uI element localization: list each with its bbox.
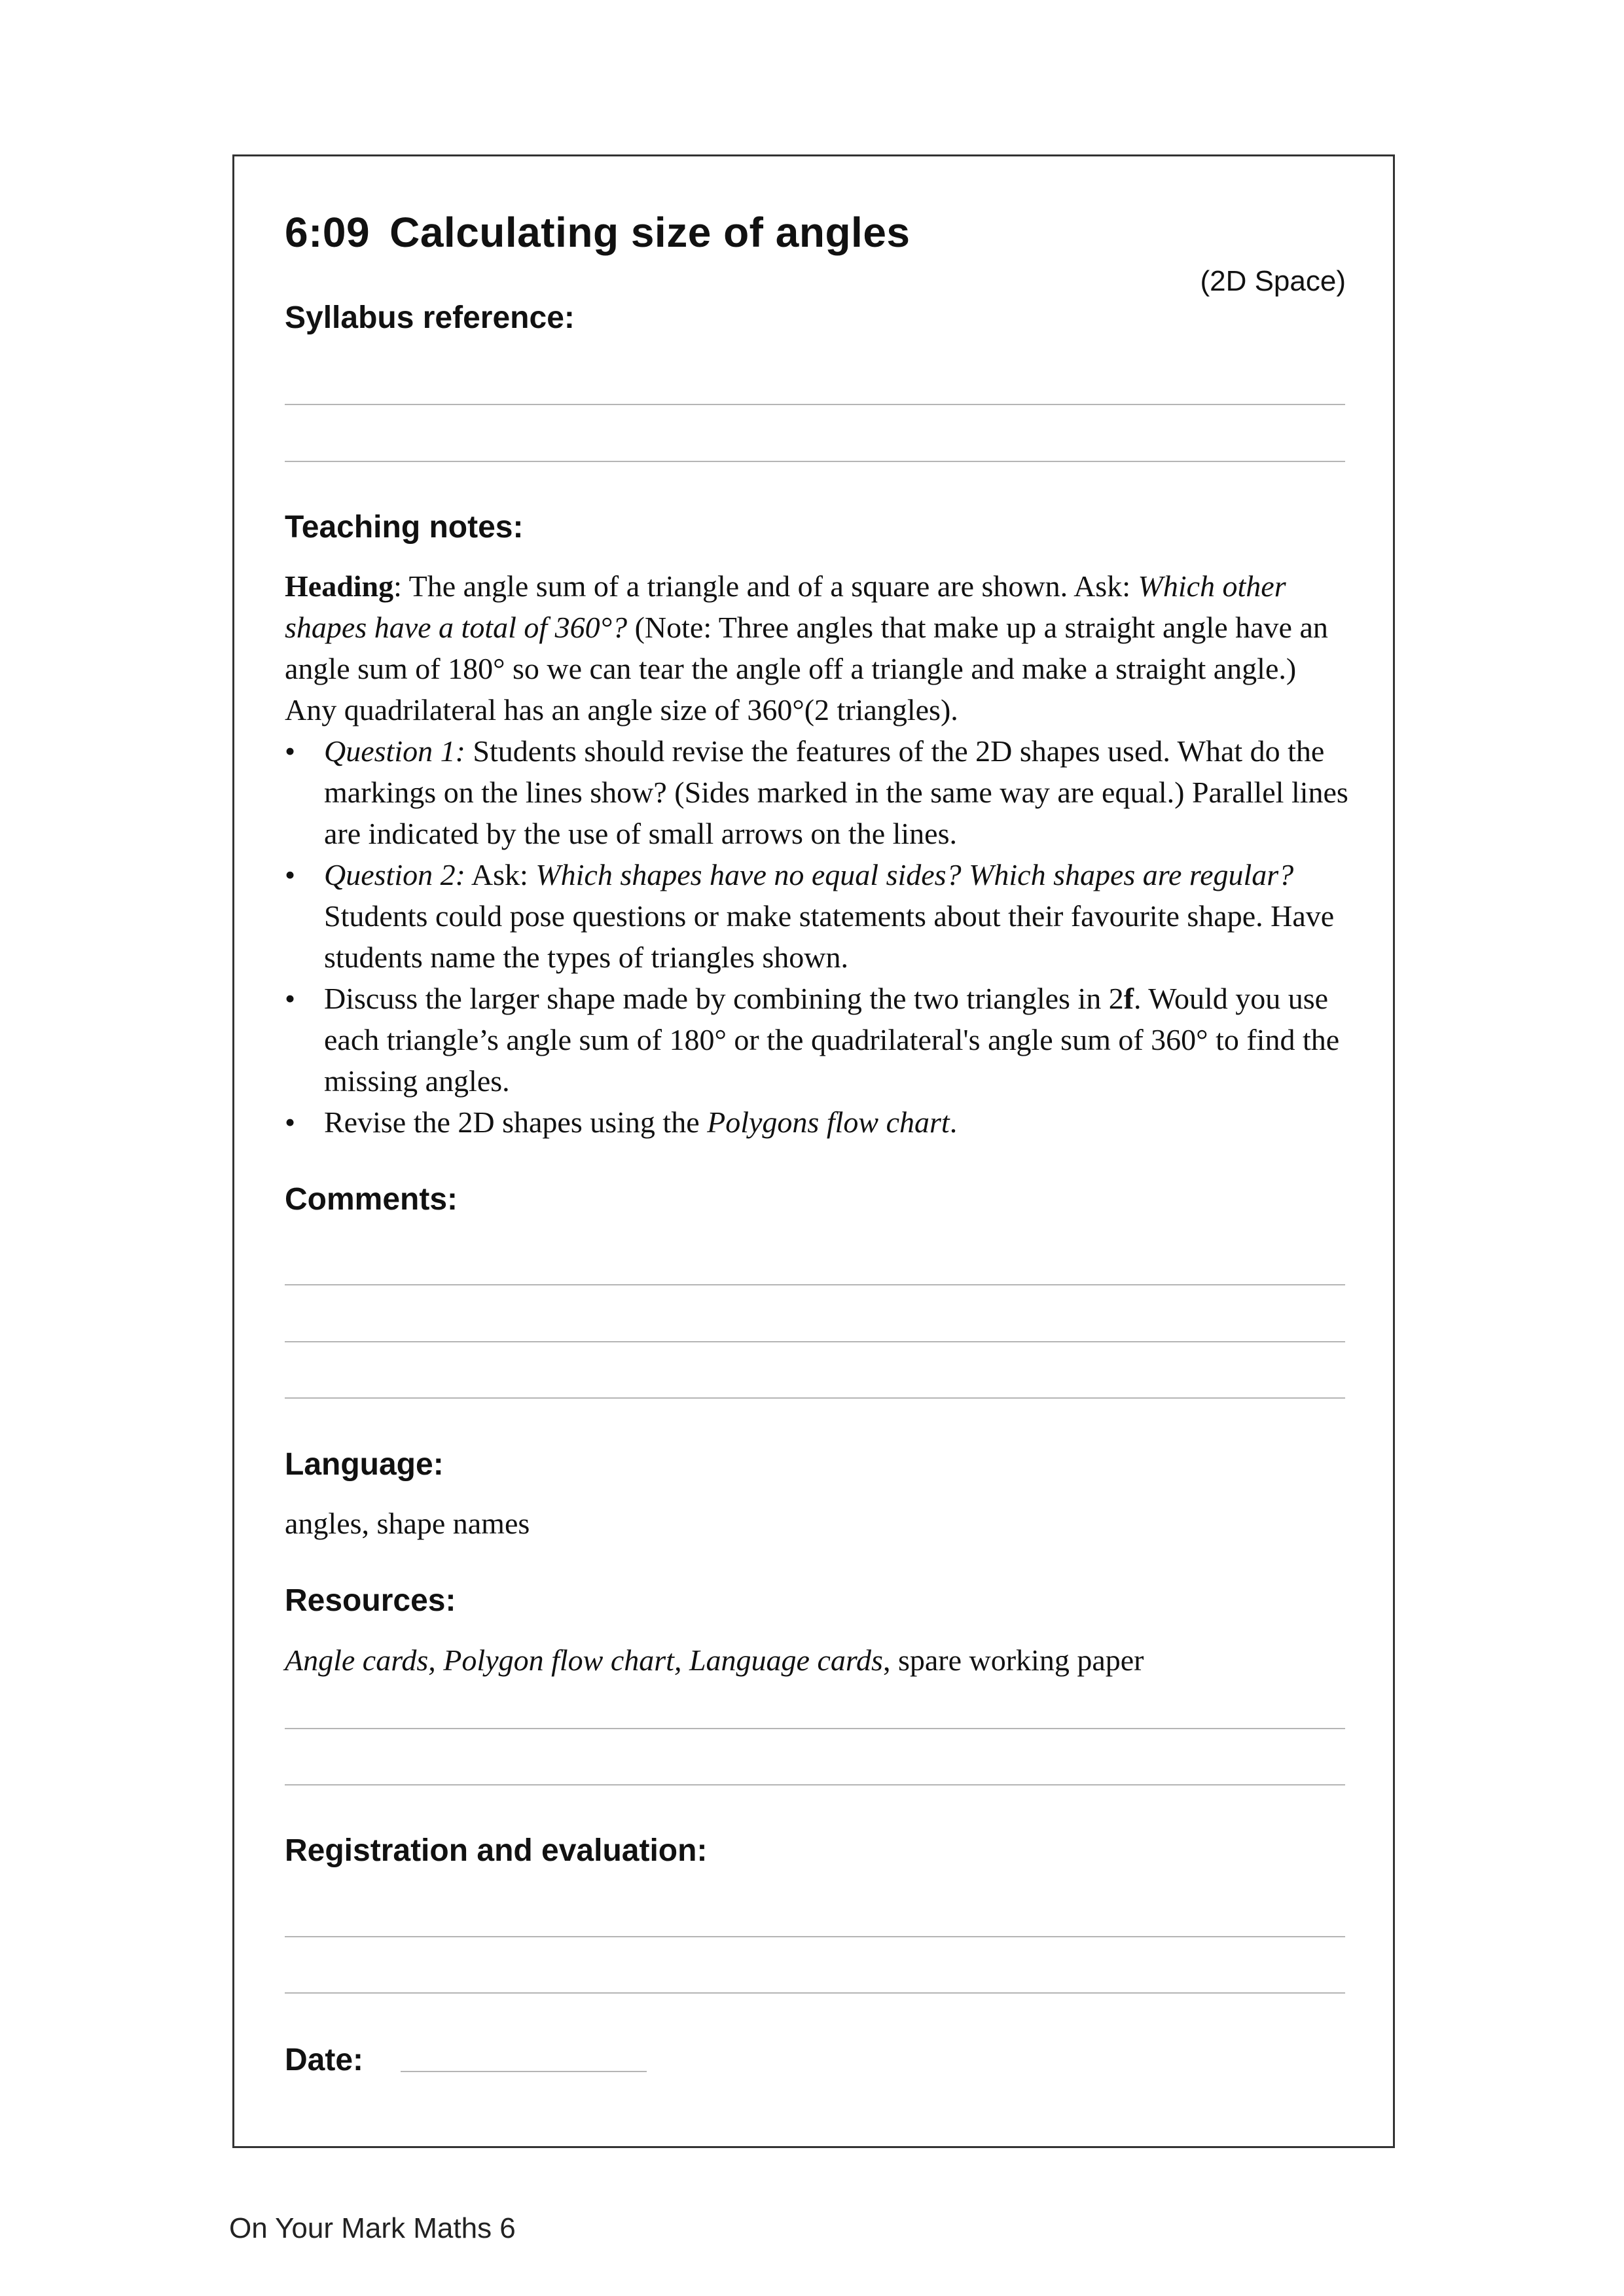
registration-write-line-2[interactable]: [285, 1992, 1345, 1994]
bullet-icon: •: [285, 734, 296, 768]
teaching-notes-intro: [285, 565, 1348, 730]
question-2-question: Which shapes have no equal sides? Which shapes are regular?: [535, 858, 1294, 891]
resources-heading: Resources:: [285, 1583, 456, 1618]
page-footer: On Your Mark Maths 6: [229, 2212, 516, 2244]
list-item: [285, 1102, 1348, 1143]
language-text: angles, shape names: [285, 1507, 530, 1540]
bullet-icon: •: [285, 858, 296, 891]
language-heading: Language:: [285, 1447, 444, 1482]
teaching-notes-body: [285, 565, 1348, 1143]
question-1-label: Question 1:: [324, 734, 465, 768]
lesson-title-text: Calculating size of angles: [389, 209, 911, 256]
syllabus-write-line-2[interactable]: [285, 461, 1345, 462]
question-2-label: Question 2:: [324, 858, 465, 891]
list-item: [285, 978, 1348, 1102]
resources-plain: , spare working paper: [882, 1643, 1144, 1677]
question-2-text: Students could pose questions or make statements about their favourite shape. Have students name the types of triangles shown.: [324, 899, 1335, 974]
resources-write-line-2[interactable]: [285, 1784, 1345, 1785]
teaching-notes-heading: Teaching notes:: [285, 510, 524, 545]
list-item: [285, 730, 1348, 854]
bullet-3-text-2: . Would you use each triangle’s angle sum of 180° or the quadrilateral's angle sum of 360° to find the missing angles.: [324, 982, 1340, 1098]
syllabus-write-line-1[interactable]: [285, 404, 1345, 405]
resources-text: [285, 1640, 1348, 1681]
question-1-text: Students should revise the features of the 2D shapes used. What do the markings on the lines show? (Sides marked in the same way are equal.) Parallel lines are indicated by the use of small arrows on the lines.: [324, 734, 1348, 850]
bullet-icon: •: [285, 982, 296, 1015]
date-label: Date:: [285, 2043, 364, 2077]
resources-italic: Angle cards, Polygon flow chart, Language cards: [285, 1643, 883, 1677]
strand-label: (2D Space): [1200, 265, 1346, 297]
date-write-line[interactable]: [401, 2071, 647, 2072]
bullet-3-bold: f: [1123, 982, 1134, 1015]
bullet-4-text-1: Revise the 2D shapes using the: [324, 1105, 708, 1139]
bullet-4-italic: Polygons flow chart: [707, 1105, 950, 1139]
registration-heading: Registration and evaluation:: [285, 1833, 708, 1868]
comments-write-line-2[interactable]: [285, 1341, 1345, 1342]
bullet-3-text-1: Discuss the larger shape made by combining the two triangles in 2: [324, 982, 1124, 1015]
list-item: [285, 854, 1348, 978]
intro-question: Which other shapes have a total of 360°?: [285, 569, 1286, 644]
comments-write-line-3[interactable]: [285, 1397, 1345, 1399]
comments-heading: Comments:: [285, 1182, 458, 1217]
bullet-4-text-2: .: [949, 1105, 958, 1139]
intro-text-2: (Note: Three angles that make up a straight angle have an angle sum of 180° so we can tear the angle off a triangle and make a straight angle.) Any quadrilateral has an angle size of 360°(2 triangles).: [285, 611, 1328, 726]
lesson-number: 6:09: [285, 209, 370, 256]
heading-label: Heading: [285, 569, 394, 603]
syllabus-heading: Syllabus reference:: [285, 300, 575, 335]
comments-write-line-1[interactable]: [285, 1284, 1345, 1285]
lesson-title: [285, 208, 911, 257]
question-2-ask: Ask:: [465, 858, 536, 891]
intro-text-1: : The angle sum of a triangle and of a square are shown. Ask:: [393, 569, 1138, 603]
resources-write-line-1[interactable]: [285, 1728, 1345, 1729]
bullet-icon: •: [285, 1105, 296, 1139]
registration-write-line-1[interactable]: [285, 1936, 1345, 1937]
teaching-notes-list: [285, 730, 1348, 1143]
